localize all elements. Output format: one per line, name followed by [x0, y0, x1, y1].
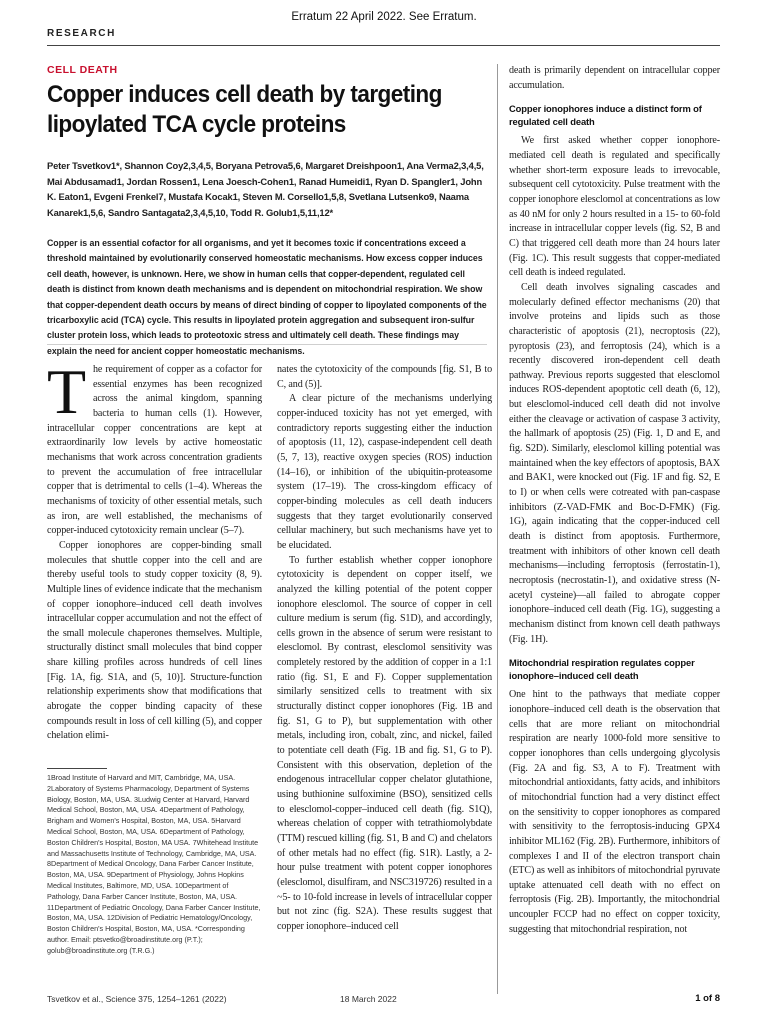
page-number: 1 of 8 [695, 993, 720, 1004]
footnote-rule [47, 768, 107, 769]
article-header [47, 64, 487, 359]
erratum-notice[interactable]: Erratum 22 April 2022. See Erratum. [291, 11, 477, 23]
paragraph: death is primarily dependent on intracellular copper accumulation. [509, 65, 720, 91]
article-kicker: CELL DEATH [47, 64, 118, 76]
body-column-1 [47, 356, 262, 744]
paragraph: One hint to the pathways that mediate copper ionophore–induced cell death is the observation that cells that are more reliant on mitochondrial respiration are nearly 1000-fold more sensitive to copper ionophores than cells undergoing glycolysis (Fig. 2A and fig. S3, A to F). Treatment with mitochondrial antioxidants, fatty acids, and inhibitors of mitochondrial function had a very distinct effect on the sensitivity to copper ionophores as compared with sensitivity to the ferroptosis-inducing GPX4 inhibitor ML162 (Fig. 2B). Furthermore, inhibitors of complexes I and II of the electron transport chain (ETC) as well as inhibitors of mitochondrial pyruvate uptake attenuated cell death with no effect on ferroptosis (Fig. 2B). Importantly, the mitochondrial uncoupler FCCP had no effect on copper toxicity, suggesting that mitochondrial respiration, not [509, 689, 720, 935]
subheading: Copper ionophores induce a distinct form of regulated cell death [509, 103, 702, 128]
body-column-2 [277, 363, 492, 935]
drop-cap: T [47, 356, 86, 427]
paragraph: We first asked whether copper ionophore-mediated cell death is regulated and specifically whether short-term exposure leads to irrevocable, subsequent cell cytotoxicity. Pulse treatment with the copper ionophore elesclomol at concentrations as low as 40 nM for only 2 hours resulted in a 15- to 60-fold increase in intracellular copper levels (fig. S2, B and C) that triggered cell death more than 24 hours later (Fig. 1C). This result suggests that copper-mediated cell death is indeed regulated. [509, 135, 720, 279]
paragraph: To further establish whether copper ionophore cytotoxicity is dependent on copper itself, we analyzed the killing potential of the potent copper ionophore elesclomol. The source of copper in cell culture medium is serum (fig. S1D), and accordingly, cells grown in the absence of serum were resistant to elesclomol. By contrast, elesclomol sensitivity was completely restored by the addition of copper in a 1:1 ratio (fig. S1, E and F). Copper supplementation similarly sensitized cells to treatment with six structurally distinct copper ionophores (Fig. 1B and fig. S1, G to P), but supplementation with other metals, including iron, cobalt, zinc, and nickel, failed to potentiate cell death (Fig. 1B and fig. S1, G to P). Consistent with this observation, depletion of the endogenous intracellular copper chelator glutathione, using buthionine sulfoximine (BSO), sensitized cells to elesclomol-copper–induced cell death (fig. S1Q), whereas chelation of copper with tetrathiomolybdate (TTM) rescued killing (fig. S1, B and C) and chelators of other metals had no effect (fig. S1R). Lastly, a 2-hour pulse treatment with potent copper ionophores (elesclomol, disulfiram, and NSC319726) resulted in a ~5- to 10-fold increase in levels of intracellular copper but not zinc (fig. S2A). These results suggest that copper ionophore–induced cell [277, 554, 492, 932]
top-rule [47, 45, 720, 46]
author-list: Peter Tsvetkov1*, Shannon Coy2,3,4,5, Boryana Petrova5,6, Margaret Dreishpoon1, Ana Verma2,3,4,5, Mai Abdusamad1, Jordan Rossen1, Lena Joesch-Cohen1, Ranad Humeidi1, Ryan D. Spangler1, John K. Eaton1, Evgeni Frenkel7, Mustafa Kocak1, Steven M. Corsello1,5,8, Svetlana Lutsenko9, Naama Kanarek1,5,6, Sandro Santagata2,3,4,5,10, Todd R. Golub1,5,11,12* [47, 160, 484, 218]
section-label: RESEARCH [47, 28, 116, 39]
subheading: Mitochondrial respiration regulates copper ionophore–induced cell death [509, 657, 695, 682]
footer-date: 18 March 2022 [340, 994, 397, 1004]
abstract-divider [47, 344, 487, 345]
column-divider [497, 64, 498, 994]
intro-text: he requirement of copper as a cofactor for essential enzymes has been recognized across the animal kingdom, spanning bacteria to human cells (1). However, intracellular copper concentrations are kept at extraordinarily low levels by active homeostatic mechanisms that work across concentration gradients to prevent the accumulation of free intracellular copper that is detrimental to cells (1–4). Whereas the mechanisms of toxicity of other essential metals, such as iron, are well established, the mechanisms of copper-induced cytotoxicity remain unclear (5–7). [47, 364, 262, 537]
paragraph: nates the cytotoxicity of the compounds [fig. S1, B to C, and (5)]. [277, 364, 492, 390]
article-title: Copper induces cell death by targeting lipoylated TCA cycle proteins [47, 81, 442, 138]
affiliations-footnote: 1Broad Institute of Harvard and MIT, Cambridge, MA, USA. 2Laboratory of Systems Pharmacology, Department of Systems Biology, Boston, MA, USA. 3Ludwig Center at Harvard, Harvard Medical School, Boston, MA, USA. 4Department of Pathology, Brigham and Women's Hospital, Boston, MA, USA. 5Harvard Medical School, Boston, MA, USA. 6Department of Pathology, Boston Children's Hospital, Boston, MA USA. 7Whitehead Institute and Massachusetts Institute of Technology, Cambridge, MA, USA. 8Department of Medical Oncology, Dana Farber Cancer Institute, Boston, MA, USA. 9Department of Physiology, Johns Hopkins Medical Institutes, Baltimore, MD, USA. 10Department of Pathology, Dana Farber Cancer Institute, Boston, MA, USA. 11Department of Pediatric Oncology, Dana Farber Cancer Institute, Boston, MA, USA. 12Division of Pediatric Hematology/Oncology, Boston Children's Hospital, Boston, MA, USA. *Corresponding author. Email: ptsvetko@broadinstitute.org (P.T.); golub@broadinstitute.org (T.R.G.) [47, 773, 261, 955]
paragraph: Copper ionophores are copper-binding small molecules that shuttle copper into the cell and are thereby useful tools to study copper toxicity (8, 9). Multiple lines of evidence indicate that the mechanism of copper ionophore–induced cell death involves intracellular copper accumulation and not the effect of the small molecule chaperones themselves. Multiple, structurally distinct small molecules that bind copper share killing profiles across hundreds of cell lines [Fig. 1A, fig. S1A, and (5, 10)]. Structure-function relationship experiments show that modifications that abrogate the copper binding capacity of these compounds result in loss of cell killing (5), and copper chelation elimi- [47, 539, 262, 742]
body-column-3 [509, 64, 720, 937]
footer-citation: Tsvetkov et al., Science 375, 1254–1261 (2022) [47, 994, 227, 1004]
intro-paragraph [47, 356, 262, 539]
paragraph: A clear picture of the mechanisms underlying copper-induced toxicity has not yet emerged, with contradictory reports suggesting either the induction of apoptosis (11, 12), caspase-independent cell death (5, 7, 13), reactive oxygen species (ROS) induction (14–16), or inhibition of the ubiquitin-proteasome system (17–19). The cross-kingdom efficacy of copper-binding molecules as cell death inducers suggests that they target evolutionarily conserved cellular machinery, but such mechanisms have yet to be elucidated. [277, 393, 492, 551]
paragraph: Cell death involves signaling cascades and molecularly defined effector mechanisms (20) that involve proteins and lipids such as those characteristic of apoptosis (21), necroptosis (22), pyroptosis (23), and ferroptosis (24), which is a recently discovered iron-dependent cell death pathway. Previous reports suggested that elesclomol induces ROS-dependent apoptotic cell death (6, 12), but elesclomol-induced cell death did not involve either the cleavage or activation of caspase 3 activity, the hallmark of apoptosis (25) (Fig. 1, D and E, and fig. S2D). Similarly, elesclomol killing potential was maintained when the key effectors of apoptosis, BAX and BAK1, were knocked out (Fig. 1F and fig. S2, E to I) or when cells were cotreated with pan-caspase inhibitors (Z-VAD-FMK and Boc-D-FMK) (Fig. 1G), again indicating that the copper-induced cell death is distinct from apoptosis. Furthermore, treatment with inhibitors of other known cell death mechanisms—including ferroptosis (ferrostatin-1), necroptosis (necrostatin-1), and oxidative stress (N-acetyl cysteine)—all failed to abrogate copper ionophore–induced cell death (Fig. 1G), suggesting a mechanism distinct from known cell death pathways (Fig. 1H). [509, 281, 720, 645]
abstract: Copper is an essential cofactor for all organisms, and yet it becomes toxic if concentrations exceed a threshold maintained by evolutionarily conserved homeostatic mechanisms. How excess copper induces cell death, however, is unknown. Here, we show in human cells that copper-dependent, regulated cell death is distinct from known death mechanisms and is dependent on mitochondrial respiration. We show that copper-dependent death occurs by means of direct binding of copper to lipoylated components of the tricarboxylic acid (TCA) cycle. This results in lipoylated protein aggregation and subsequent iron-sulfur cluster protein loss, which leads to proteotoxic stress and ultimately cell death. These findings may explain the need for ancient copper homeostatic mechanisms. [47, 238, 487, 356]
